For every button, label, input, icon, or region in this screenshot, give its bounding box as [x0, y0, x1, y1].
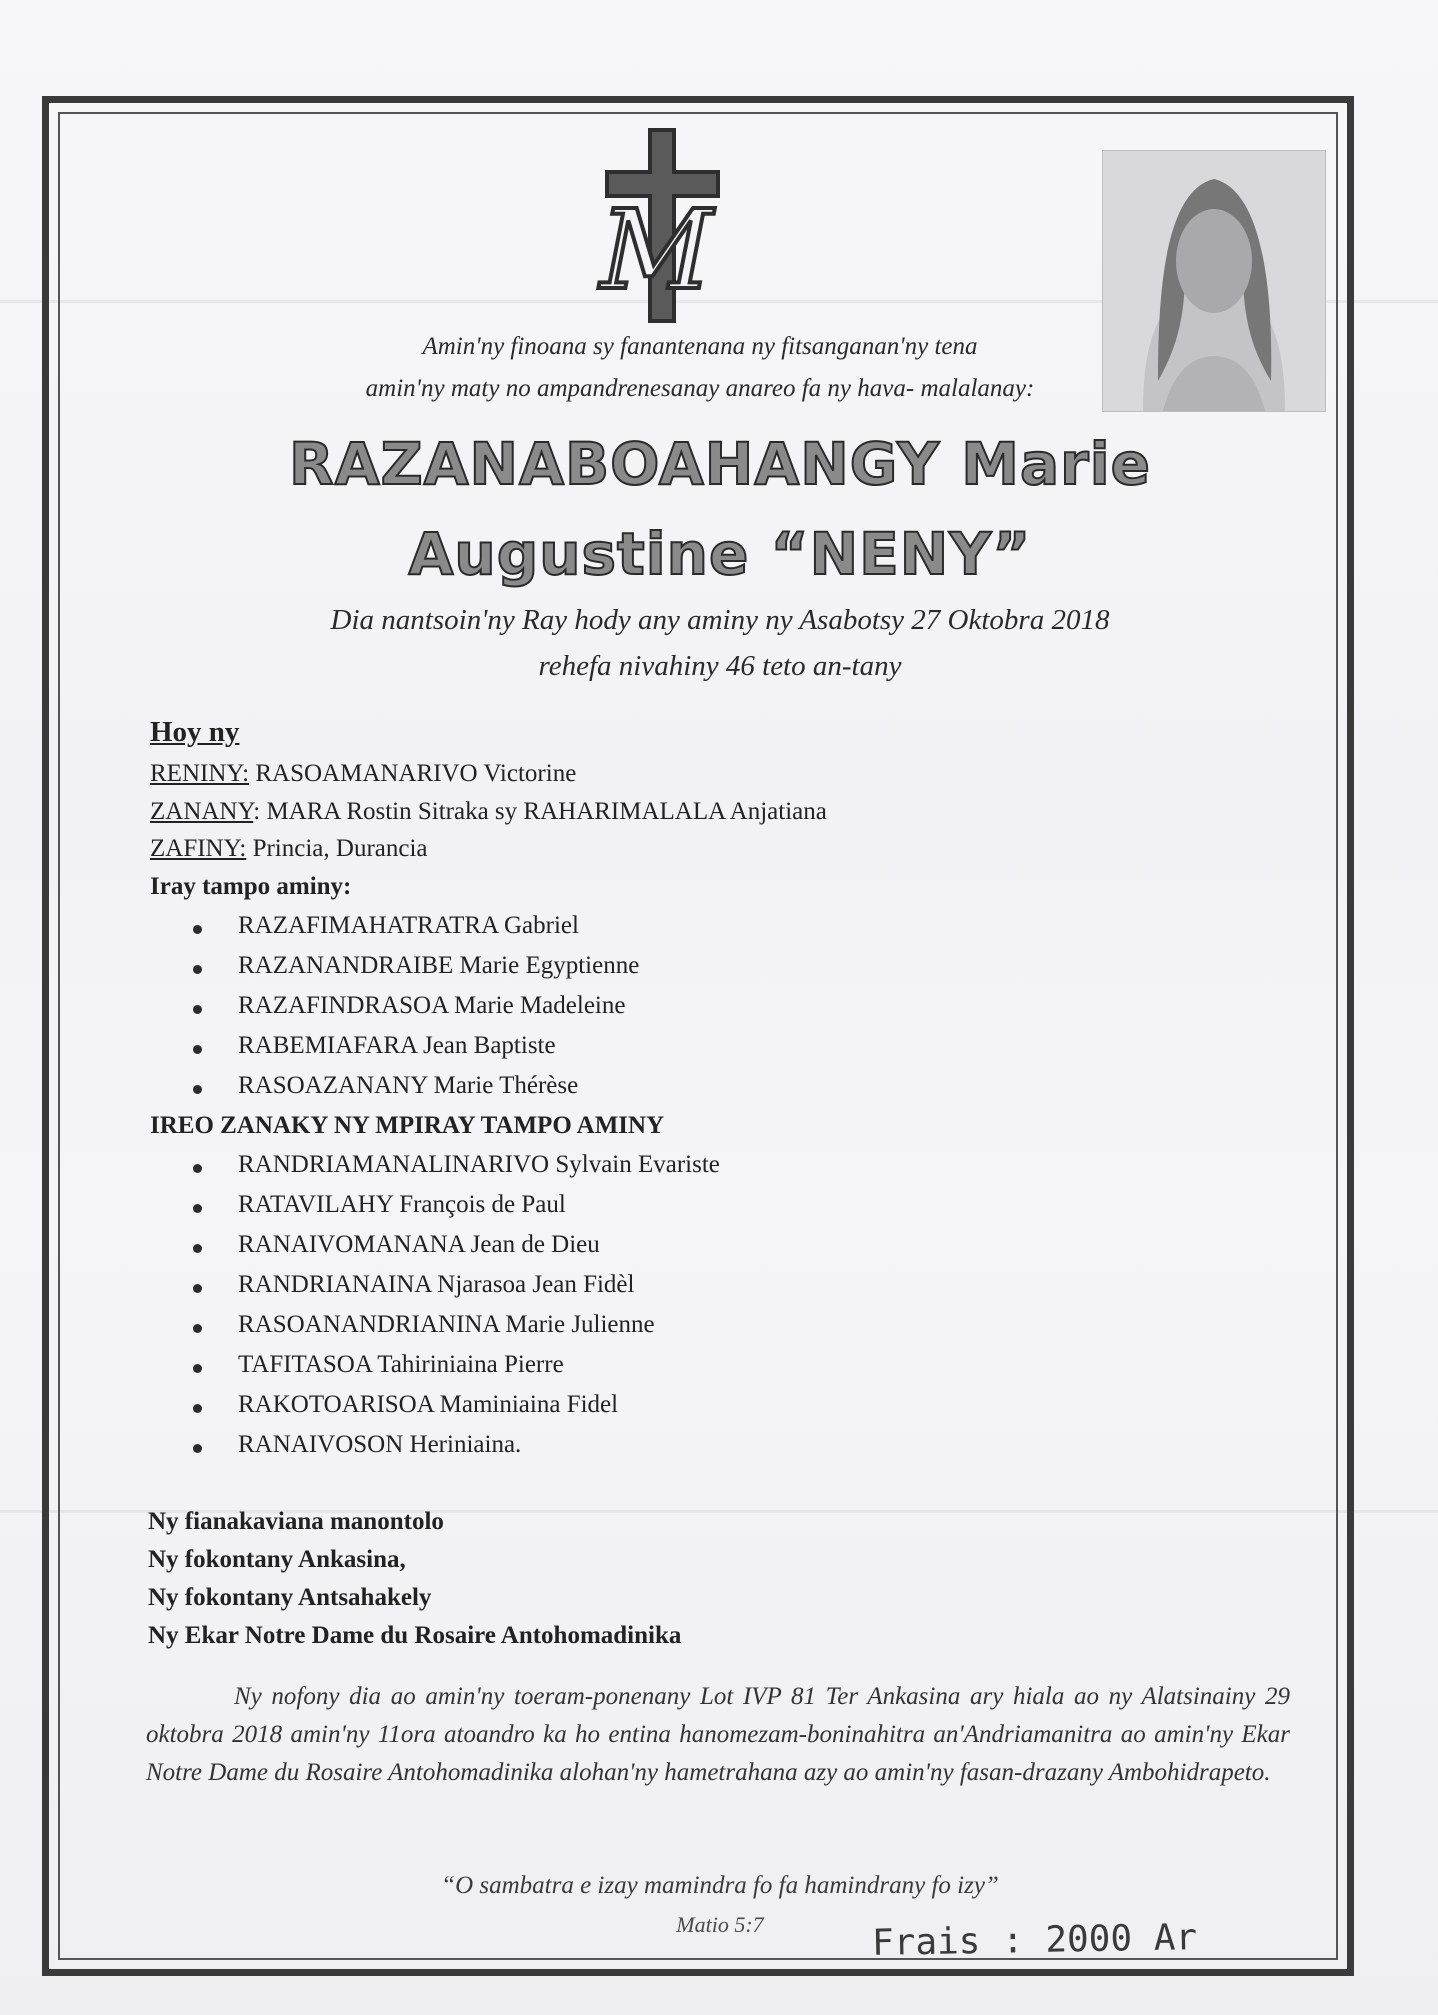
bullet-icon — [193, 1404, 202, 1413]
bullet-icon — [193, 1444, 202, 1453]
mother-line — [150, 760, 576, 788]
family-heading: Hoy ny — [150, 716, 240, 748]
bullet-icon — [193, 1005, 202, 1014]
intro-line: Amin'ny finoana sy fanantenana ny fitsanganan'ny tena — [422, 333, 978, 360]
bible-reference: Matio 5:7 — [676, 1912, 764, 1937]
age-line: rehefa nivahiny 46 teto an-tany — [538, 650, 902, 682]
siblings-heading: Iray tampo aminy: — [150, 873, 352, 900]
deceased-name: RAZANABOAHANGY Marie — [289, 430, 1151, 498]
bullet-icon — [193, 1085, 202, 1094]
death-date-line: Dia nantsoin'ny Ray hody any aminy ny Asabotsy 27 Oktobra 2018 — [330, 604, 1110, 636]
list-item: RATAVILAHY François de Paul — [238, 1191, 566, 1218]
closing-line: Ny fokontany Ankasina, — [148, 1546, 406, 1573]
portrait-photo — [1102, 150, 1326, 412]
bullet-icon — [193, 1045, 202, 1054]
closing-line: Ny fianakaviana manontolo — [148, 1508, 444, 1535]
bullet-icon — [193, 965, 202, 974]
cross-monogram-icon — [570, 128, 755, 323]
list-item: RANAIVOSON Heriniaina. — [238, 1431, 522, 1458]
list-item: RASOANANDRIANINA Marie Julienne — [238, 1311, 655, 1338]
deceased-name: Augustine “NENY” — [408, 520, 1032, 588]
list-item: RAZANANDRAIBE Marie Egyptienne — [238, 952, 640, 979]
list-item: RANDRIAMANALINARIVO Sylvain Evariste — [238, 1151, 720, 1178]
handwritten-fee: Frais : 2000 Ar — [871, 1917, 1198, 1964]
children-label: ZANANY — [150, 798, 254, 825]
bullet-icon — [193, 1244, 202, 1253]
list-item: RAZAFINDRASOA Marie Madeleine — [238, 992, 626, 1019]
children-line — [150, 798, 827, 826]
bullet-icon — [193, 1164, 202, 1173]
list-item: RAKOTOARISOA Maminiaina Fidel — [238, 1391, 619, 1418]
bible-quote: “O sambatra e izay mamindra fo fa hamindrany fo izy” — [441, 1872, 999, 1899]
mother-value: RASOAMANARIVO Victorine — [249, 760, 577, 787]
closing-line: Ny Ekar Notre Dame du Rosaire Antohomadinika — [148, 1622, 682, 1649]
grandchildren-line — [150, 835, 428, 863]
children-value: : MARA Rostin Sitraka sy RAHARIMALALA Anjatiana — [253, 798, 827, 825]
list-item: RASOAZANANY Marie Thérèse — [238, 1072, 579, 1099]
mother-label: RENINY: — [150, 760, 250, 787]
bullet-icon — [193, 925, 202, 934]
closing-line: Ny fokontany Antsahakely — [148, 1584, 432, 1611]
list-item: RABEMIAFARA Jean Baptiste — [238, 1032, 556, 1059]
list-item: RANDRIANAINA Njarasoa Jean Fidèl — [238, 1271, 635, 1298]
list-item: RAZAFIMAHATRATRA Gabriel — [238, 912, 579, 939]
funeral-paragraph: Ny nofony dia ao amin'ny toeram-ponenany Lot IVP 81 Ter Ankasina ary hiala ao ny Alatsinainy 29 oktobra 2018 amin'ny 11ora atoandro ka ho entina hanomezam-boninahitra an'Andriamanitra ao amin'ny Ekar Notre Dame du Rosaire Antohomadinika alohan'ny hametrahana azy ao amin'ny fasan-drazany Ambohidrapeto. — [146, 1683, 1290, 1786]
intro-line: amin'ny maty no ampandrenesanay anareo fa ny hava- malalanay: — [365, 375, 1035, 402]
monogram-letter: M — [600, 186, 713, 314]
bullet-icon — [193, 1204, 202, 1213]
bullet-icon — [193, 1284, 202, 1293]
grandchildren-label: ZAFINY: — [150, 835, 247, 862]
bullet-icon — [193, 1324, 202, 1333]
grandchildren-value: Princia, Durancia — [246, 835, 428, 862]
nephews-heading: IREO ZANAKY NY MPIRAY TAMPO AMINY — [150, 1112, 665, 1139]
list-item: RANAIVOMANANA Jean de Dieu — [238, 1231, 600, 1258]
bullet-icon — [193, 1364, 202, 1373]
list-item: TAFITASOA Tahiriniaina Pierre — [238, 1351, 564, 1378]
